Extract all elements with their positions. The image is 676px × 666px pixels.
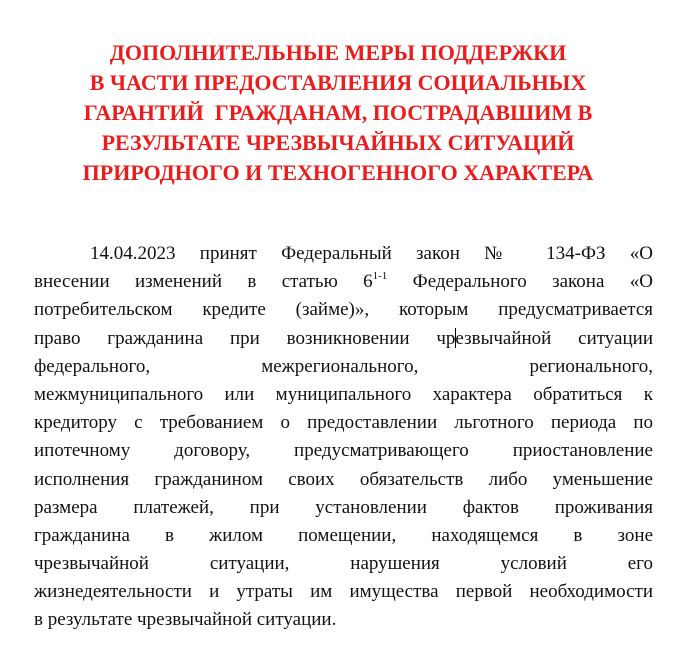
paragraph-line: 14.04.2023 принят Федеральный закон № 134-ФЗ «О — [90, 243, 653, 264]
title-line: ДОПОЛНИТЕЛЬНЫЕ МЕРЫ ПОДДЕРЖКИ — [109, 40, 567, 65]
paragraph-line: исполнения гражданином своих обязательств либо уменьшение — [34, 468, 653, 490]
paragraph-text: право гражданина при возникновении чр — [34, 327, 456, 349]
document-title — [20, 38, 656, 188]
title-line: ПРИРОДНОГО И ТЕХНОГЕННОГО ХАРАКТЕРА — [82, 160, 594, 185]
paragraph-line: федерального, межрегионального, регионального, — [34, 355, 653, 377]
paragraph-line: ипотечному договору, предусматривающего приостановление — [34, 440, 653, 462]
paragraph-line: межмуниципального или муниципального характера обратиться к — [34, 383, 653, 405]
paragraph-line — [34, 325, 653, 353]
title-line: РЕЗУЛЬТАТЕ ЧРЕЗВЫЧАЙНЫХ СИТУАЦИЙ — [101, 130, 575, 155]
superscript-article-number: 1-1 — [372, 270, 388, 283]
paragraph-text: Федерального закона «О — [387, 271, 653, 293]
paragraph-line: жизнедеятельности и утраты им имущества первой необходимости — [34, 581, 653, 603]
paragraph-line: потребительском кредите (займе)», которым предусматривается — [34, 299, 653, 321]
title-line: ГАРАНТИЙ ГРАЖДАНАМ, ПОСТРАДАВШИМ В — [83, 100, 593, 125]
title-line: В ЧАСТИ ПРЕДОСТАВЛЕНИЯ СОЦИАЛЬНЫХ — [89, 70, 587, 95]
paragraph-line: чрезвычайной ситуации, нарушения условий его — [34, 553, 653, 575]
body-paragraph — [34, 240, 653, 635]
paragraph-text: внесении изменений в статью 6 — [34, 271, 373, 293]
paragraph-line: в результате чрезвычайной ситуации. — [34, 609, 337, 631]
paragraph-line: размера платежей, при установлении фактов проживания — [34, 496, 653, 518]
paragraph-line: гражданина в жилом помещении, находящемся в зоне — [34, 524, 653, 546]
paragraph-line: кредитору с требованием о предоставлении льготного периода по — [34, 412, 653, 434]
paragraph-line — [34, 268, 653, 296]
paragraph-text: езвычайной ситуации — [455, 327, 653, 349]
